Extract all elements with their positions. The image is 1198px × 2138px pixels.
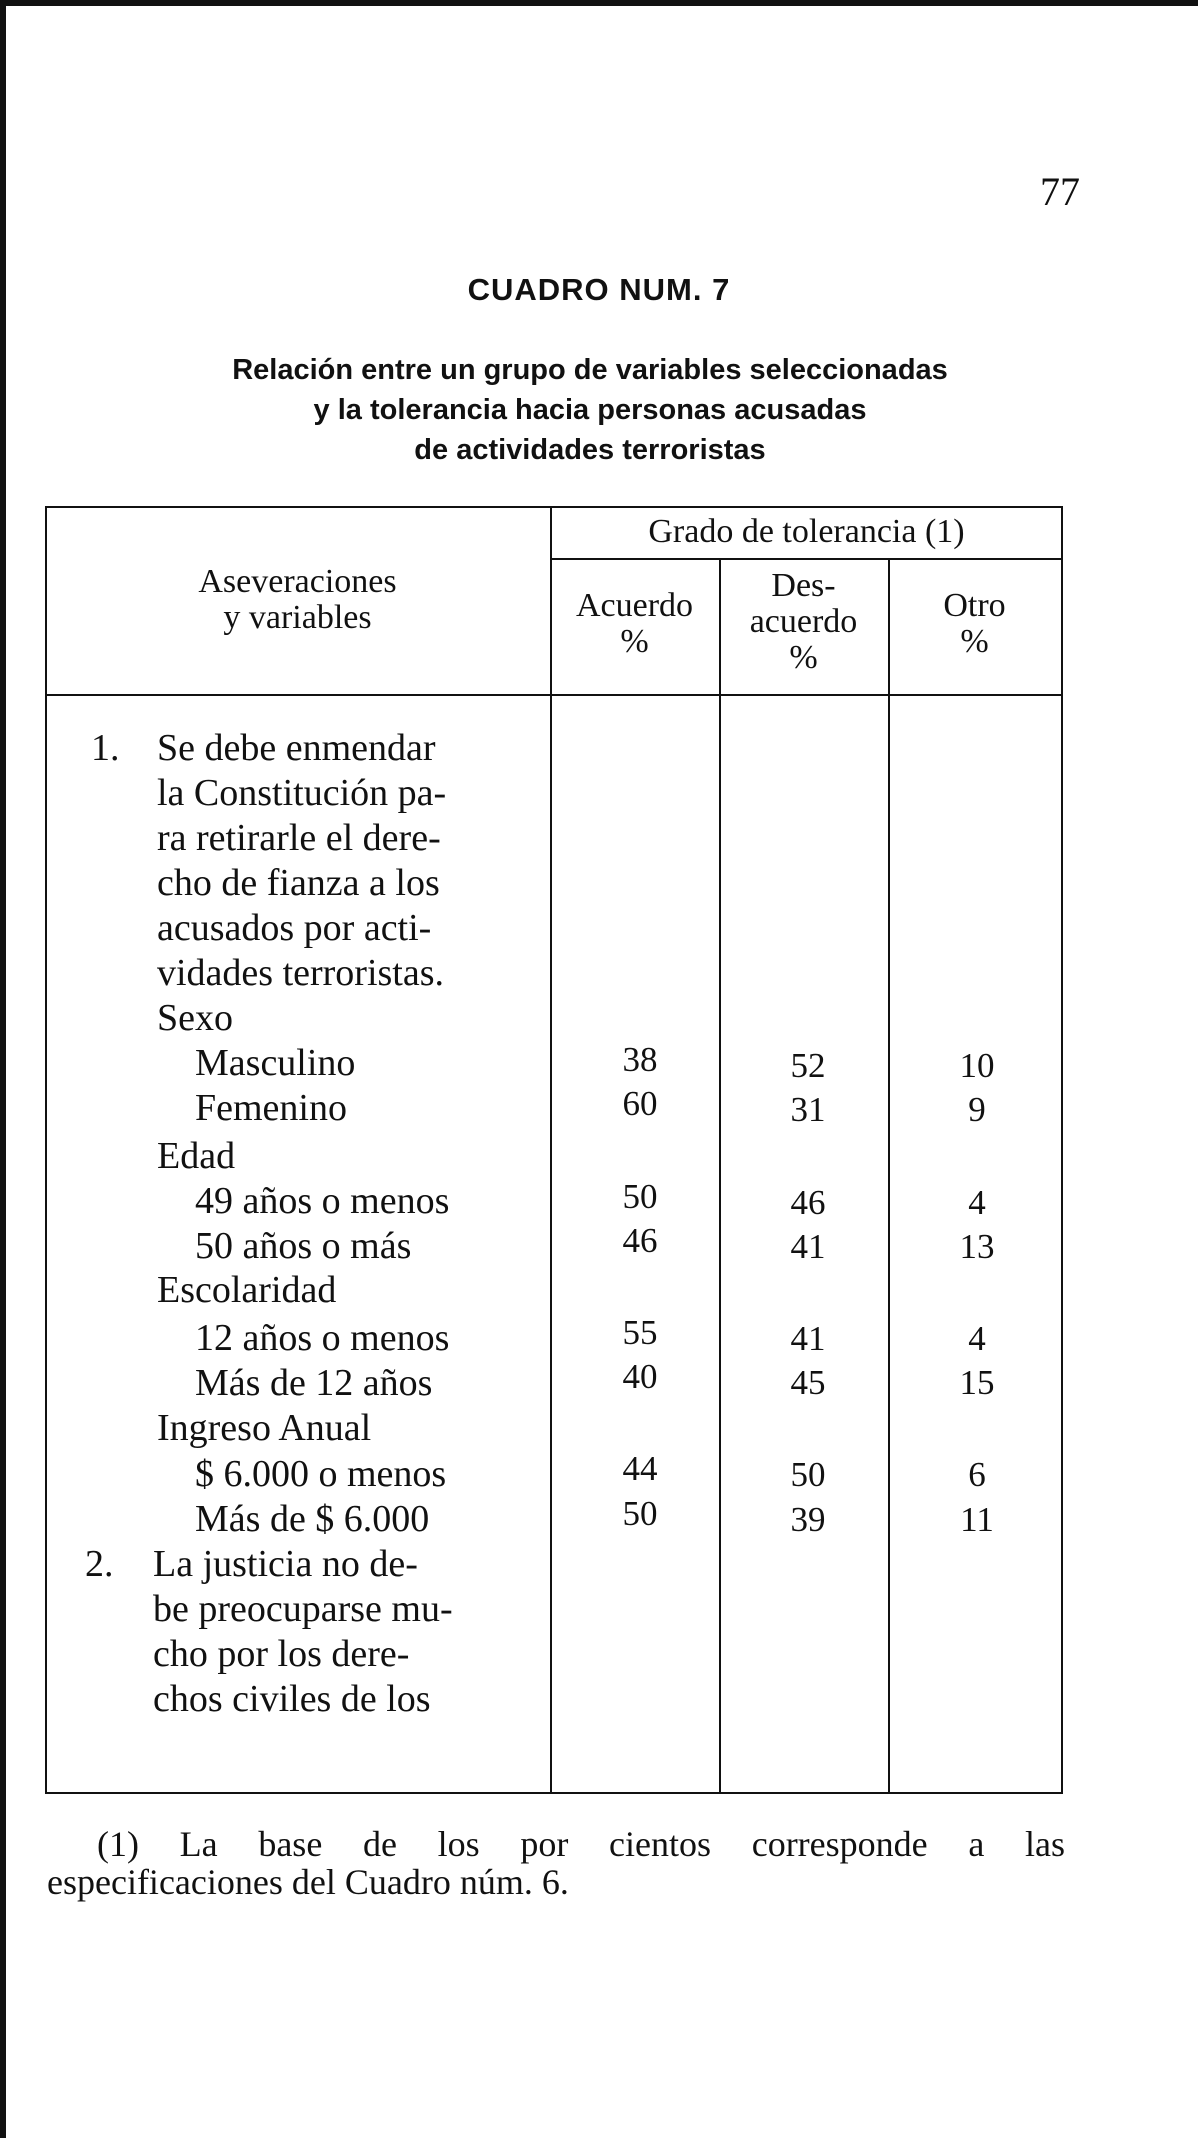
group-header-rule xyxy=(550,558,1063,560)
statement-line: acusados por acti- xyxy=(157,907,432,949)
row-label: 49 años o menos xyxy=(195,1180,450,1222)
row-label: Más de $ 6.000 xyxy=(195,1498,430,1540)
column-rule xyxy=(888,560,890,1794)
row-label: Masculino xyxy=(195,1042,356,1084)
group-label: Sexo xyxy=(157,997,233,1039)
table-title-line: Relación entre un grupo de variables seleccionadas xyxy=(232,354,948,386)
row-label-header xyxy=(45,564,550,636)
statement-line: cho de fianza a los xyxy=(157,862,440,904)
value-acuerdo: 60 xyxy=(622,1084,658,1123)
header-bottom-rule xyxy=(45,694,1063,696)
table-left-rule xyxy=(45,506,47,1794)
statement-line: la Constitución pa- xyxy=(157,772,447,814)
footnote-line: especificaciones del Cuadro núm. 6. xyxy=(47,1862,569,1902)
row-label: $ 6.000 o menos xyxy=(195,1453,447,1495)
statement-line: La justicia no de- xyxy=(153,1543,418,1585)
value-desacuerdo: 52 xyxy=(790,1046,826,1085)
statement-line: vidades terroristas. xyxy=(157,952,445,994)
row-label: 50 años o más xyxy=(195,1225,412,1267)
column-header-otro xyxy=(888,588,1061,660)
value-acuerdo: 40 xyxy=(622,1357,658,1396)
statement-line: be preocuparse mu- xyxy=(153,1588,453,1630)
column-header-desacuerdo xyxy=(719,568,888,676)
value-desacuerdo: 45 xyxy=(790,1363,826,1402)
group-label: Ingreso Anual xyxy=(157,1407,372,1449)
table-top-rule xyxy=(45,506,1063,508)
column-header-line: % xyxy=(960,623,989,660)
row-label-header-line: Aseveraciones xyxy=(198,563,397,600)
value-acuerdo: 46 xyxy=(622,1221,658,1260)
column-header-line: % xyxy=(620,623,649,660)
value-otro: 15 xyxy=(959,1363,995,1402)
statement-line: chos civiles de los xyxy=(153,1678,431,1720)
statement-index: 2. xyxy=(85,1543,114,1585)
row-label: 12 años o menos xyxy=(195,1317,450,1359)
value-acuerdo: 44 xyxy=(622,1449,658,1488)
value-acuerdo: 55 xyxy=(622,1313,658,1352)
table-right-rule xyxy=(1061,506,1063,1794)
footnote-line: (1) La base de los por cientos corresponde a las xyxy=(97,1824,1065,1864)
value-otro: 4 xyxy=(968,1319,986,1358)
row-label: Más de 12 años xyxy=(195,1362,433,1404)
value-otro: 13 xyxy=(959,1227,995,1266)
value-otro: 6 xyxy=(968,1455,986,1494)
column-header-line: % xyxy=(789,639,818,676)
table-title-line: y la tolerancia hacia personas acusadas xyxy=(313,394,867,426)
column-header-line: Des- xyxy=(771,567,836,604)
group-header: Grado de tolerancia (1) xyxy=(648,513,965,550)
column-rule xyxy=(550,506,552,1794)
value-otro: 4 xyxy=(968,1183,986,1222)
row-label: Femenino xyxy=(195,1087,347,1129)
value-acuerdo: 38 xyxy=(622,1040,658,1079)
column-header-line: Otro xyxy=(943,587,1006,624)
table-title xyxy=(40,350,1140,470)
page-border-top xyxy=(0,0,1198,6)
statement-line: ra retirarle el dere- xyxy=(157,817,441,859)
group-label: Escolaridad xyxy=(157,1269,337,1311)
page-number: 77 xyxy=(1040,169,1080,214)
table-title-line: de actividades terroristas xyxy=(414,434,766,466)
page-border-left xyxy=(0,0,6,2138)
table-number: CUADRO NUM. 7 xyxy=(467,272,731,307)
group-label: Edad xyxy=(157,1135,236,1177)
value-desacuerdo: 31 xyxy=(790,1090,826,1129)
value-desacuerdo: 39 xyxy=(790,1500,826,1539)
column-header-line: Acuerdo xyxy=(575,587,694,624)
column-rule xyxy=(719,560,721,1794)
footnote xyxy=(47,1825,1065,1901)
value-desacuerdo: 41 xyxy=(790,1227,826,1266)
data-table xyxy=(45,506,1063,1794)
column-header-line: acuerdo xyxy=(749,603,858,640)
value-acuerdo: 50 xyxy=(622,1494,658,1533)
row-label-header-line: y variables xyxy=(223,599,372,636)
value-otro: 10 xyxy=(959,1046,995,1085)
value-desacuerdo: 41 xyxy=(790,1319,826,1358)
value-acuerdo: 50 xyxy=(622,1177,658,1216)
statement-line: cho por los dere- xyxy=(153,1633,410,1675)
column-header-acuerdo xyxy=(550,588,719,660)
statement-line: Se debe enmendar xyxy=(157,727,436,769)
value-otro: 11 xyxy=(960,1500,994,1539)
table-bottom-rule xyxy=(45,1792,1063,1794)
statement-index: 1. xyxy=(91,727,120,769)
value-desacuerdo: 50 xyxy=(790,1455,826,1494)
value-desacuerdo: 46 xyxy=(790,1183,826,1222)
value-otro: 9 xyxy=(968,1090,986,1129)
